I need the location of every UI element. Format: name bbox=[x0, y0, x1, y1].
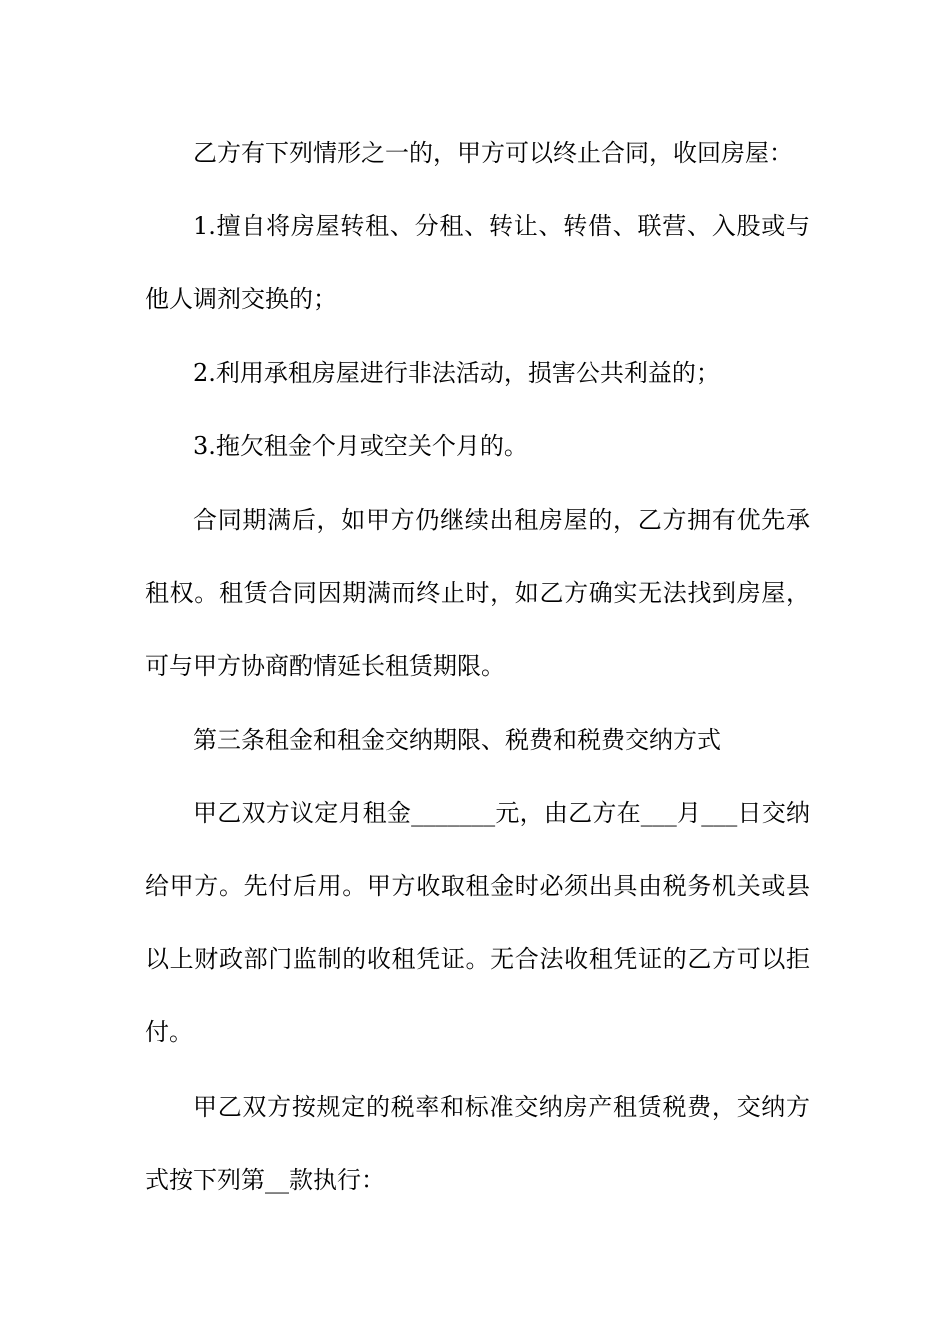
paragraph-item-3: 3.拖欠租金个月或空关个月的。 bbox=[193, 432, 528, 460]
paragraph-item-1: 1.擅自将房屋转租、分租、转让、转借、联营、入股或与他人调剂交换的； bbox=[145, 212, 810, 313]
paragraph-renewal: 合同期满后，如甲方仍继续出租房屋的，乙方拥有优先承租权。租赁合同因期满而终止时，如乙方确实无法找到房屋，可与甲方协商酌情延长租赁期限。 bbox=[145, 506, 810, 680]
paragraph-rent-payment: 甲乙双方议定月租金_______元，由乙方在___月___日交纳给甲方。先付后用。甲方收取租金时必须出具由税务机关或县以上财政部门监制的收租凭证。无合法收租凭证的乙方可以拒付。 bbox=[145, 799, 810, 1046]
paragraph-item-2: 2.利用承租房屋进行非法活动，损害公共利益的； bbox=[193, 359, 720, 387]
paragraph-termination-intro: 乙方有下列情形之一的，甲方可以终止合同，收回房屋： bbox=[193, 139, 793, 167]
paragraph-tax-payment: 甲乙双方按规定的税率和标准交纳房产租赁税费，交纳方式按下列第__款执行： bbox=[145, 1093, 810, 1194]
section-heading-article-3: 第三条租金和租金交纳期限、税费和税费交纳方式 bbox=[193, 726, 721, 754]
